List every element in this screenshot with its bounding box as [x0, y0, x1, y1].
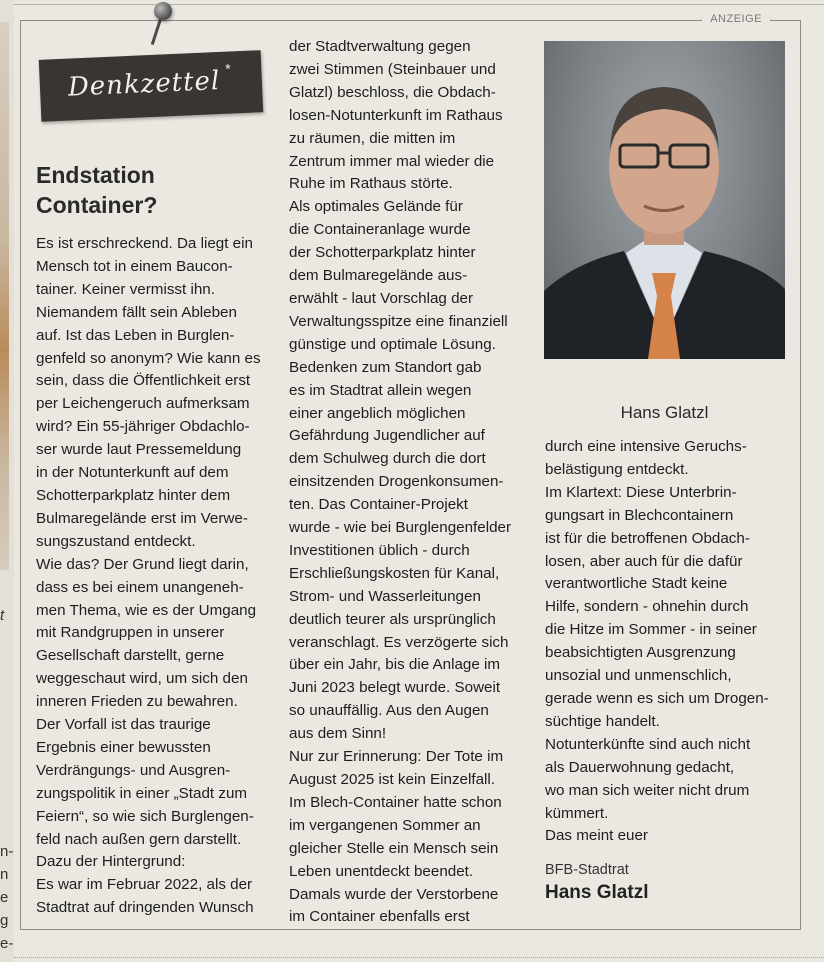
text-line: Bulmaregelände erst im Verwe- — [36, 509, 248, 527]
text-line: sungszustand entdeckt. — [36, 532, 196, 550]
text-line: als Dauerwohnung gedacht, — [545, 758, 735, 776]
text-line: durch eine intensive Geruchs- — [545, 438, 747, 455]
text-line: Erschließungskosten für Kanal, — [289, 564, 500, 582]
column-3 — [545, 436, 769, 848]
text-line: gerade wenn es sich um Drogen- — [545, 689, 769, 707]
text-line: die Containeranlage wurde — [289, 221, 471, 239]
text-line: sein, dass die Öffentlichkeit erst — [36, 372, 251, 390]
text-line: dem Schulweg durch die dort — [289, 450, 486, 468]
headline-line: Endstation — [36, 162, 155, 188]
text-line: günstige und optimale Lösung. — [289, 335, 496, 353]
text-line: inneren Frieden zu bewahren. — [36, 693, 238, 711]
signature — [545, 860, 648, 906]
text-line: Bedenken zum Standort gab — [289, 358, 482, 376]
text-line: Glatzl) beschloss, die Obdach- — [289, 83, 496, 101]
column-tag-mark: * — [224, 60, 232, 77]
text-line: veranschlagt. Es verzögerte sich — [289, 633, 509, 651]
text-line: belästigung entdeckt. — [545, 460, 689, 478]
edge-fragment: g — [0, 912, 9, 929]
text-line: Ruhe im Rathaus störte. — [289, 175, 453, 193]
portrait-photo — [544, 41, 785, 359]
text-line: feld nach außen gern darstellt. — [36, 830, 242, 848]
text-line: deutlich teurer als ursprünglich — [289, 610, 496, 628]
text-line: Es ist erschreckend. Da liegt ein — [36, 235, 253, 252]
text-line: August 2025 ist kein Einzelfall. — [289, 771, 495, 788]
text-line: Dazu der Hintergrund: — [36, 853, 186, 871]
text-line: Strom- und Wasserleitungen — [289, 587, 481, 605]
text-line: Hilfe, sondern - ohnehin durch — [545, 598, 749, 616]
text-line: per Leichengeruch aufmerksam — [36, 395, 250, 413]
text-line: der Stadtverwaltung gegen — [289, 38, 471, 55]
signature-name: Hans Glatzl — [545, 882, 649, 903]
edge-fragment: t — [0, 607, 5, 624]
text-line: Im Klartext: Diese Unterbrin- — [545, 483, 737, 501]
text-line: Juni 2023 belegt wurde. Soweit — [289, 679, 501, 697]
ad-label: ANZEIGE — [702, 13, 770, 25]
photo-caption: Hans Glatzl — [620, 403, 709, 422]
text-line: Damals wurde der Verstorbene — [289, 885, 499, 903]
column-2 — [289, 36, 511, 929]
edge-fragment: e- — [0, 935, 14, 952]
text-line: süchtige handelt. — [545, 712, 660, 730]
text-line: im vergangenen Sommer an — [289, 816, 481, 834]
text-line: so unauffällig. Aus den Augen — [289, 702, 489, 720]
pushpin-icon — [154, 2, 172, 20]
text-line: Feiern“, so wie sich Burglengen- — [36, 807, 254, 825]
text-line: Investitionen üblich - durch — [289, 541, 470, 559]
text-line: Schotterparkplatz hinter dem — [36, 486, 231, 504]
text-line: ist für die betroffenen Obdach- — [545, 529, 750, 547]
text-line: Verdrängungs- und Ausgren- — [36, 761, 231, 779]
text-line: auf. Ist das Leben in Burglen- — [36, 326, 235, 344]
text-line: Im Blech-Container hatte schon — [289, 793, 502, 811]
text-line: wurde - wie bei Burglengenfelder — [289, 519, 512, 537]
text-line: Gefährdung Jugendlicher auf — [289, 427, 485, 445]
text-line: dass es bei einem unangeneh- — [36, 578, 244, 596]
text-line: im Container ebenfalls erst — [289, 908, 470, 926]
text-line: mit Randgruppen in unserer — [36, 624, 225, 642]
text-line: Das meint euer — [545, 827, 648, 845]
text-line: ten. Das Container-Projekt — [289, 496, 468, 514]
edge-fragment: e — [0, 889, 9, 906]
text-line: losen, aber auch für die dafür — [545, 552, 743, 570]
text-line: erwählt - laut Vorschlag der — [289, 289, 474, 307]
text-line: tainer. Keiner vermisst ihn. — [36, 280, 215, 298]
text-line: Nur zur Erinnerung: Der Tote im — [289, 748, 504, 766]
text-line: Es war im Februar 2022, als der — [36, 876, 253, 894]
text-line: aus dem Sinn! — [289, 725, 387, 743]
headline-line: Container? — [36, 192, 158, 218]
signature-role: BFB-Stadtrat — [545, 862, 629, 878]
text-line: Wie das? Der Grund liegt darin, — [36, 555, 249, 573]
text-line: dem Bulmaregelände aus- — [289, 267, 468, 285]
column-tag — [39, 50, 263, 122]
edge-fragment: n- — [0, 843, 14, 860]
text-line: men Thema, wie es der Umgang — [36, 601, 257, 619]
edge-fragment: n — [0, 866, 9, 883]
text-line: Stadtrat auf dringenden Wunsch — [36, 899, 254, 917]
text-line: zwei Stimmen (Steinbauer und — [289, 60, 496, 78]
column-tag-text: Denkzettel — [67, 65, 221, 103]
text-line: Der Vorfall ist das traurige — [36, 716, 211, 734]
bottom-rule — [14, 957, 824, 958]
text-line: einsitzenden Drogenkonsumen- — [289, 473, 504, 491]
text-line: gungsart in Blechcontainern — [545, 506, 734, 524]
text-line: Leben unentdeckt beendet. — [289, 862, 474, 880]
text-line: genfeld so anonym? Wie kann es — [36, 349, 261, 367]
text-line: Zentrum immer mal wieder die — [289, 152, 495, 170]
text-line: über ein Jahr, bis die Anlage im — [289, 656, 501, 674]
column-1 — [36, 233, 261, 920]
text-line: wird? Ein 55-jähriger Obdachlo- — [36, 418, 250, 436]
top-rule — [14, 4, 824, 5]
text-line: Gesellschaft darstellt, gerne — [36, 647, 225, 665]
text-line: gleicher Stelle ein Mensch sein — [289, 839, 499, 857]
text-line: losen-Notunterkunft im Rathaus — [289, 106, 503, 124]
text-line: Verwaltungsspitze eine finanziell — [289, 312, 508, 330]
text-line: in der Notunterkunft auf dem — [36, 464, 229, 482]
headline — [36, 160, 276, 220]
text-line: der Schotterparkplatz hinter — [289, 244, 476, 262]
adjacent-photo-strip — [0, 22, 9, 570]
portrait-illustration — [544, 41, 785, 359]
text-line: verantwortliche Stadt keine — [545, 575, 728, 593]
text-line: Mensch tot in einem Baucon- — [36, 257, 233, 275]
text-line: kümmert. — [545, 804, 609, 822]
text-line: die Hitze im Sommer - in seiner — [545, 621, 757, 639]
text-line: ser wurde laut Pressemeldung — [36, 441, 242, 459]
text-line: Niemandem fällt sein Ableben — [36, 303, 237, 321]
text-line: zungspolitik in einer „Stadt zum — [36, 784, 248, 802]
text-line: wo man sich weiter nicht drum — [545, 781, 750, 799]
text-line: zu räumen, die mitten im — [289, 129, 456, 147]
text-line: weggeschaut wird, um sich den — [36, 670, 248, 688]
text-line: unsozial und unmenschlich, — [545, 667, 732, 685]
text-line: Notunterkünfte sind auch nicht — [545, 735, 751, 753]
text-line: Ergebnis einer bewussten — [36, 738, 211, 756]
text-line: beabsichtigten Ausgrenzung — [545, 644, 736, 662]
text-line: es im Stadtrat allein wegen — [289, 381, 472, 399]
text-line: Als optimales Gelände für — [289, 198, 463, 216]
text-line: einer angeblich möglichen — [289, 404, 466, 422]
